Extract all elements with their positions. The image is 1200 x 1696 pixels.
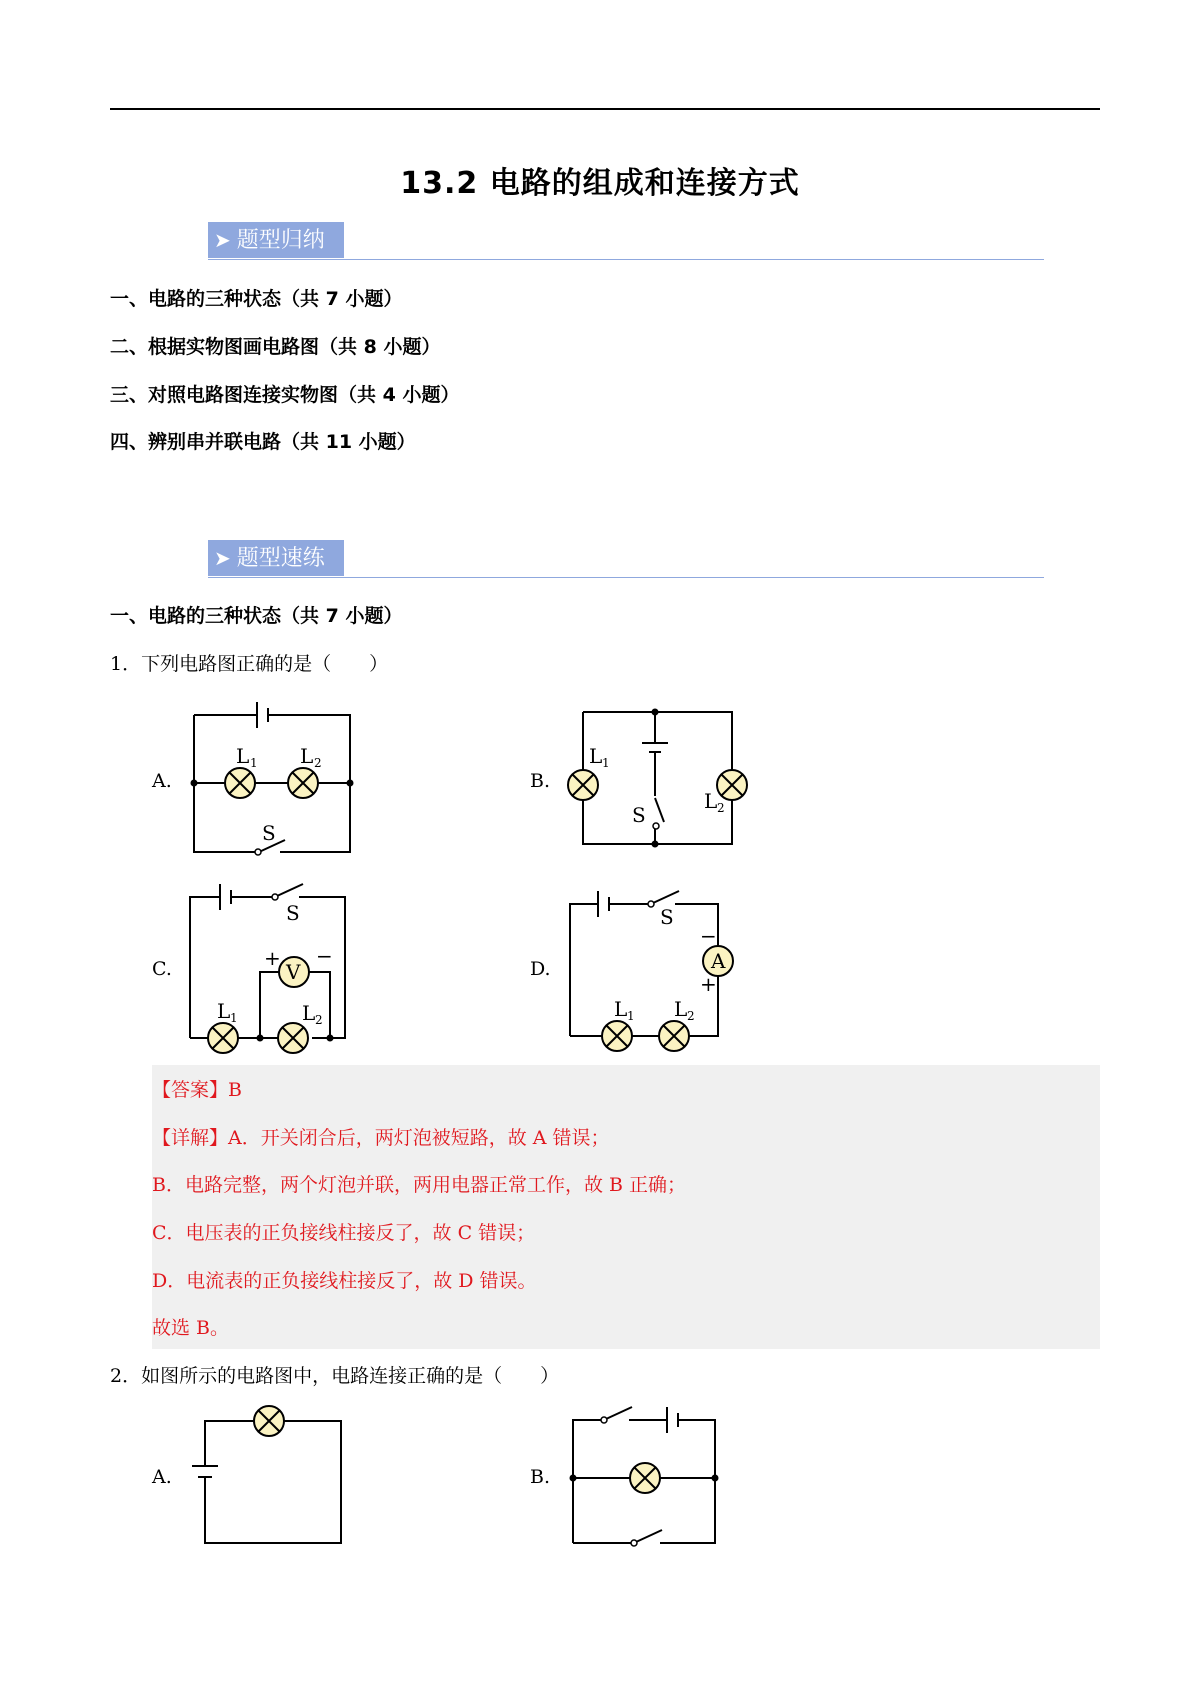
toc-item-3: 三、对照电路图连接实物图（共 4 小题） (110, 384, 460, 406)
answer-box (152, 1065, 1100, 1349)
conclusion-line: 故选 B。 (152, 1317, 230, 1339)
svg-text:1: 1 (627, 1009, 635, 1023)
arrow-icon: ➤ (214, 228, 231, 252)
answer-line: 【答案】B (152, 1079, 242, 1101)
svg-text:L: L (217, 999, 231, 1023)
circuit-1c (180, 875, 355, 1060)
explanation-line: 【详解】A．开关闭合后，两灯泡被短路，故 A 错误； (152, 1127, 610, 1149)
svg-text:1: 1 (250, 756, 258, 770)
option-b-label: B. (530, 770, 551, 792)
svg-text:2: 2 (314, 756, 322, 770)
banner-rule (208, 259, 1044, 260)
circuit-1d (560, 875, 740, 1060)
lamp-icon (717, 770, 747, 800)
circuit-1b (565, 705, 755, 850)
svg-text:L: L (589, 744, 603, 768)
banner-label: 题型归纳 (236, 228, 325, 253)
lamp-icon (225, 768, 255, 798)
toc-item-1: 一、电路的三种状态（共 7 小题） (110, 288, 403, 310)
svg-text:+: + (264, 946, 281, 970)
section-heading: 一、电路的三种状态（共 7 小题） (110, 605, 403, 627)
svg-text:1: 1 (230, 1011, 238, 1025)
lamp-icon (288, 768, 318, 798)
svg-text:A: A (711, 949, 726, 973)
svg-text:S: S (286, 901, 300, 925)
svg-text:2: 2 (687, 1009, 695, 1023)
circuit-2b (565, 1395, 730, 1550)
option-d-label: D. (530, 958, 551, 980)
explanation-line: C．电压表的正负接线柱接反了，故 C 错误； (152, 1222, 536, 1244)
svg-text:−: − (316, 944, 333, 968)
svg-text:+: + (700, 972, 717, 996)
svg-text:S: S (660, 905, 674, 929)
lamp-icon (254, 1406, 284, 1436)
circuit-2a (185, 1395, 350, 1550)
question-2-text: 2．如图所示的电路图中，电路连接正确的是（ ） (110, 1365, 560, 1387)
svg-text:2: 2 (315, 1013, 323, 1027)
lamp-icon (602, 1021, 632, 1051)
svg-text:L: L (300, 744, 314, 768)
option-b-label: B. (530, 1466, 551, 1488)
svg-text:−: − (700, 924, 717, 948)
toc-item-2: 二、根据实物图画电路图（共 8 小题） (110, 336, 441, 358)
toc-item-4: 四、辨别串并联电路（共 11 小题） (110, 431, 416, 453)
banner-label: 题型速练 (236, 546, 325, 571)
svg-text:S: S (632, 803, 646, 827)
svg-text:L: L (614, 997, 628, 1021)
header-rule (110, 108, 1100, 110)
lamp-icon (278, 1023, 308, 1053)
svg-text:L: L (704, 789, 718, 813)
lamp-icon (659, 1021, 689, 1051)
lamp-icon (568, 770, 598, 800)
svg-text:S: S (262, 821, 276, 845)
svg-text:L: L (236, 744, 250, 768)
arrow-icon: ➤ (214, 546, 231, 570)
explanation-line: B．电路完整，两个灯泡并联，两用电器正常工作，故 B 正确； (152, 1174, 687, 1196)
option-c-label: C. (152, 958, 172, 980)
page-title: 13.2 电路的组成和连接方式 (400, 166, 800, 201)
option-a-label: A. (152, 1466, 172, 1488)
svg-text:V: V (286, 960, 301, 984)
question-1-text: 1．下列电路图正确的是（ ） (110, 653, 389, 675)
lamp-icon (208, 1023, 238, 1053)
banner-rule (208, 577, 1044, 578)
lamp-icon (630, 1463, 660, 1493)
svg-text:L: L (302, 1001, 316, 1025)
option-a-label: A. (152, 770, 172, 792)
svg-text:2: 2 (717, 801, 725, 815)
svg-text:1: 1 (602, 756, 610, 770)
svg-text:L: L (674, 997, 688, 1021)
explanation-line: D．电流表的正负接线柱接反了，故 D 错误。 (152, 1270, 537, 1292)
circuit-1a (188, 690, 358, 865)
